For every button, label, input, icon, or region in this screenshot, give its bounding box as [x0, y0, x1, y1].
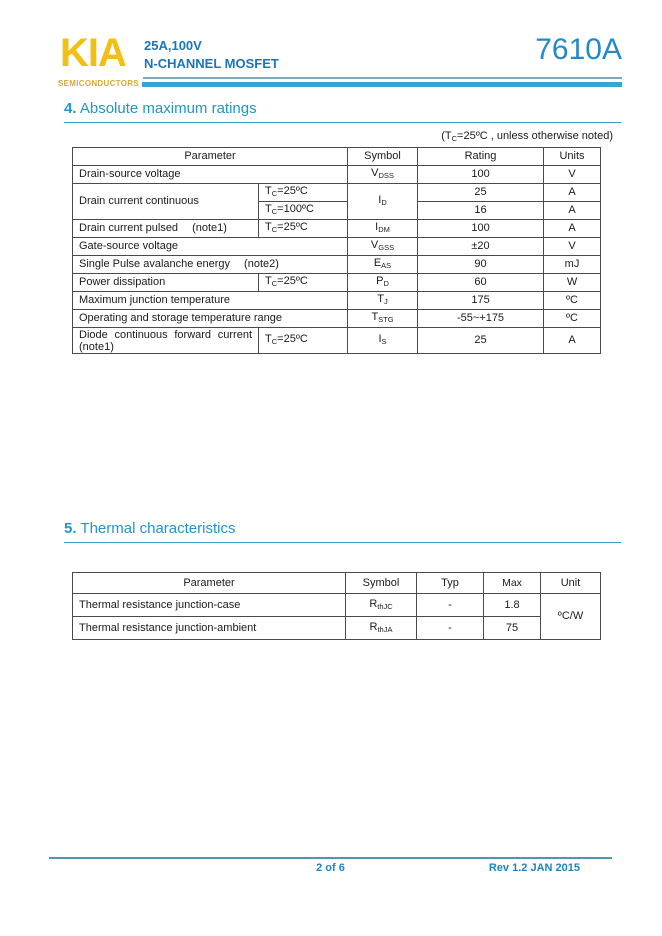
typ-cell: - — [417, 617, 484, 640]
symbol-cell — [348, 274, 418, 292]
param-note: (note1) — [79, 340, 114, 353]
symbol-cell — [348, 256, 418, 274]
col-header-unit: Unit — [541, 573, 601, 594]
condition-pre: T — [265, 333, 272, 345]
section-title: Thermal characteristics — [80, 520, 236, 537]
table-row — [73, 166, 601, 184]
symbol-sub: DM — [378, 225, 390, 234]
condition-sub: C — [271, 207, 278, 216]
rating-cell: 25 — [418, 184, 544, 202]
param-note: (note2) — [244, 258, 279, 270]
units-cell: A — [544, 184, 601, 202]
symbol-cell — [346, 617, 417, 640]
device-summary — [144, 37, 279, 73]
symbol-base: V — [370, 239, 379, 251]
symbol-base: I — [378, 333, 382, 345]
condition-cell — [259, 328, 348, 354]
param-cell: Thermal resistance junction-ambient — [73, 617, 346, 640]
col-header-units: Units — [544, 148, 601, 166]
thermal-characteristics-table — [72, 572, 601, 640]
revision-label: Rev 1.2 JAN 2015 — [488, 862, 580, 874]
symbol-sub: S — [381, 337, 387, 346]
rating-cell: 60 — [418, 274, 544, 292]
table-row — [73, 617, 601, 640]
rating-cell: 100 — [418, 220, 544, 238]
rating-cell: 25 — [418, 328, 544, 354]
symbol-base: R — [369, 597, 378, 610]
symbol-cell — [348, 292, 418, 310]
condition-sub: C — [271, 225, 278, 234]
brand-logo-subtext: SEMICONDUCTORS — [58, 79, 139, 88]
units-cell: A — [544, 220, 601, 238]
section-number: 4. — [64, 100, 77, 117]
header-thin-rule — [143, 77, 622, 79]
symbol-base: T — [377, 293, 384, 305]
symbol-cell — [346, 594, 417, 617]
symbol-base: I — [378, 194, 382, 206]
table-row — [73, 184, 601, 202]
symbol-sub: D — [381, 198, 387, 207]
condition-post: =25ºC — [277, 275, 308, 287]
symbol-sub: AS — [381, 261, 392, 270]
condition-pre: T — [265, 185, 272, 197]
part-number: 7610A — [535, 33, 622, 66]
rating-cell: 175 — [418, 292, 544, 310]
col-header-max: Max — [484, 573, 541, 594]
condition-cell — [259, 274, 348, 292]
condition-note — [441, 130, 613, 143]
units-cell: V — [544, 166, 601, 184]
section-heading-absolute-maximum-ratings — [64, 100, 621, 123]
rating-cell: 100 — [418, 166, 544, 184]
col-header-parameter: Parameter — [73, 148, 348, 166]
symbol-base: T — [371, 311, 379, 323]
rating-cell: 16 — [418, 202, 544, 220]
symbol-cell — [348, 238, 418, 256]
param-cell: Drain-source voltage — [73, 166, 348, 184]
col-header-rating: Rating — [418, 148, 544, 166]
param-cell: Gate-source voltage — [73, 238, 348, 256]
max-cell: 1.8 — [484, 594, 541, 617]
symbol-cell — [348, 310, 418, 328]
param-note: (note1) — [192, 222, 227, 234]
symbol-sub: DSS — [378, 171, 394, 180]
symbol-sub: STG — [378, 315, 394, 324]
condition-pre: T — [265, 275, 272, 287]
symbol-sub: GSS — [378, 243, 395, 252]
rating-cell: 90 — [418, 256, 544, 274]
symbol-cell — [348, 328, 418, 354]
absolute-maximum-ratings-table — [72, 147, 601, 354]
units-cell: A — [544, 202, 601, 220]
symbol-base: R — [369, 620, 378, 633]
param-cell — [73, 328, 259, 354]
table-header-row — [73, 148, 601, 166]
condition-note-sub: C — [451, 134, 458, 143]
param-cell: Maximum junction temperature — [73, 292, 348, 310]
col-header-symbol: Symbol — [348, 148, 418, 166]
param-cell: Thermal resistance junction-case — [73, 594, 346, 617]
units-cell: W — [544, 274, 601, 292]
units-cell: mJ — [544, 256, 601, 274]
rating-cell: -55~+175 — [418, 310, 544, 328]
table-row — [73, 594, 601, 617]
col-header-parameter: Parameter — [73, 573, 346, 594]
symbol-sub: thJC — [377, 601, 393, 611]
condition-post: =25ºC — [277, 333, 308, 345]
symbol-sub: D — [383, 279, 389, 288]
header-accent-bar — [142, 82, 622, 87]
condition-pre: T — [265, 203, 272, 215]
symbol-base: P — [376, 275, 384, 287]
param-text: Single Pulse avalanche energy — [79, 258, 231, 270]
section-heading-thermal-characteristics — [64, 520, 621, 543]
section-number: 5. — [64, 520, 77, 537]
max-cell: 75 — [484, 617, 541, 640]
condition-pre: T — [265, 221, 272, 233]
col-header-symbol: Symbol — [346, 573, 417, 594]
param-cell — [73, 220, 259, 238]
condition-cell — [259, 202, 348, 220]
units-cell: V — [544, 238, 601, 256]
page-indicator: 2 of 6 — [316, 862, 345, 874]
typ-cell: - — [417, 594, 484, 617]
rating-cell: ±20 — [418, 238, 544, 256]
units-cell: ºC — [544, 310, 601, 328]
condition-sub: C — [271, 337, 278, 346]
table-row — [73, 256, 601, 274]
param-text: Diode continuous forward current — [79, 328, 252, 341]
table-header-row — [73, 573, 601, 594]
condition-cell — [259, 220, 348, 238]
table-row — [73, 238, 601, 256]
table-row — [73, 274, 601, 292]
symbol-base: I — [375, 221, 379, 233]
param-text: Drain current pulsed — [79, 222, 179, 234]
section-title: Absolute maximum ratings — [79, 100, 257, 117]
condition-sub: C — [271, 279, 278, 288]
condition-post: =100ºC — [277, 203, 314, 215]
symbol-base: V — [371, 167, 379, 179]
brand-logo: KIA — [60, 31, 126, 75]
condition-note-post: =25ºC , unless otherwise noted) — [457, 130, 613, 142]
symbol-sub: thJA — [377, 624, 393, 634]
condition-note-pre: (T — [441, 130, 452, 142]
table-row — [73, 292, 601, 310]
param-cell — [73, 256, 348, 274]
symbol-cell — [348, 166, 418, 184]
condition-sub: C — [271, 189, 278, 198]
footer-rule — [49, 857, 612, 859]
param-cell: Power dissipation — [73, 274, 259, 292]
symbol-cell — [348, 220, 418, 238]
symbol-base: E — [373, 257, 382, 269]
table-row — [73, 328, 601, 354]
units-cell: A — [544, 328, 601, 354]
condition-post: =25ºC — [277, 185, 308, 197]
table-row — [73, 220, 601, 238]
symbol-cell — [348, 184, 418, 220]
condition-post: =25ºC — [277, 221, 308, 233]
param-cell: Operating and storage temperature range — [73, 310, 348, 328]
device-rating-line: 25A,100V — [144, 38, 202, 53]
units-cell: ºC — [544, 292, 601, 310]
col-header-typ: Typ — [417, 573, 484, 594]
table-row — [73, 310, 601, 328]
condition-cell — [259, 184, 348, 202]
unit-cell: ºC/W — [541, 594, 601, 640]
param-cell: Drain current continuous — [73, 184, 259, 220]
device-type-line: N-CHANNEL MOSFET — [144, 56, 279, 71]
symbol-sub: J — [384, 297, 388, 306]
